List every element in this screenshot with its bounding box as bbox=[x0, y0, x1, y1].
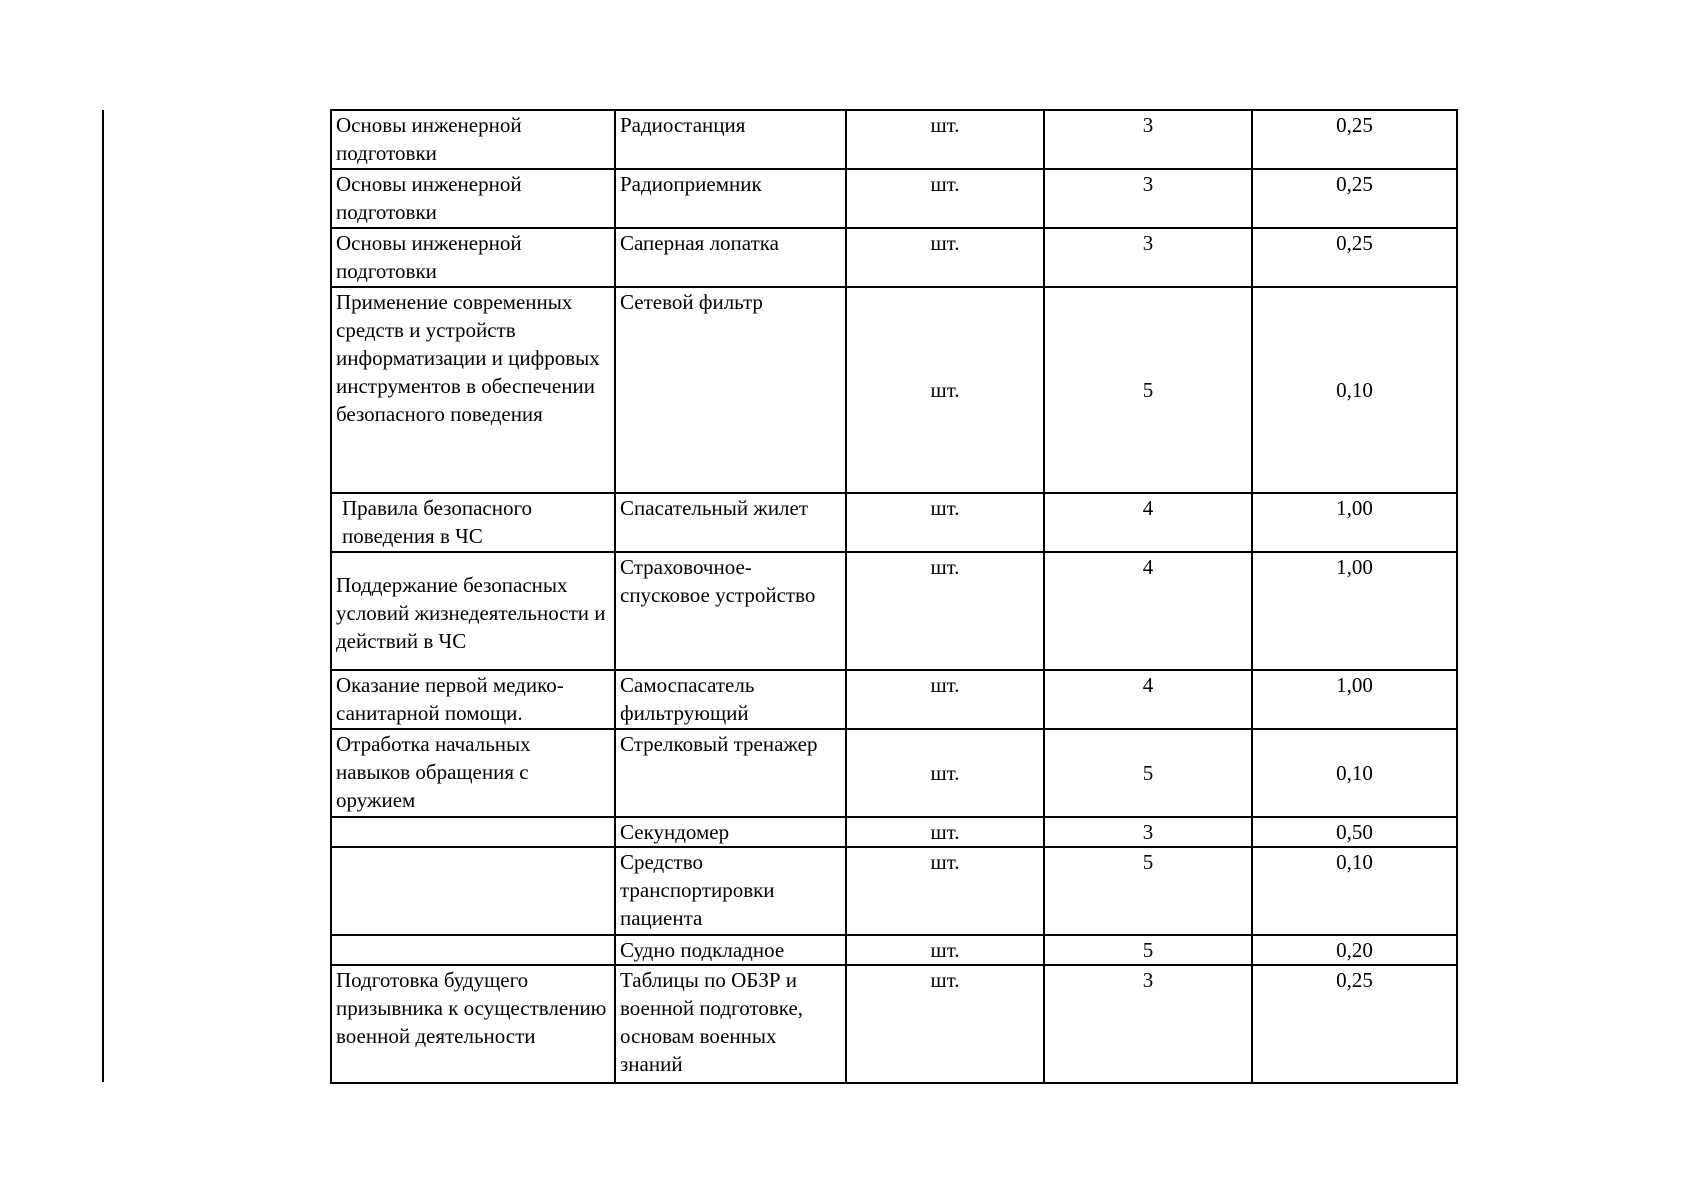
equipment-table bbox=[330, 109, 1458, 1084]
quantity-cell: 4 bbox=[1044, 670, 1252, 729]
topic-cell: Отработка начальных навыков обращения с оружием bbox=[331, 729, 615, 817]
quantity-cell: 3 bbox=[1044, 817, 1252, 847]
unit-cell: шт. bbox=[846, 110, 1044, 169]
topic-cell: Основы инженерной подготовки bbox=[331, 169, 615, 228]
item-cell: Страховочное-спусковое устройство bbox=[615, 552, 846, 670]
topic-cell bbox=[331, 935, 615, 965]
unit-cell: шт. bbox=[846, 817, 1044, 847]
topic-cell bbox=[331, 847, 615, 935]
coefficient-cell: 0,10 bbox=[1252, 847, 1457, 935]
table-row bbox=[331, 228, 1457, 287]
unit-cell: шт. bbox=[846, 965, 1044, 1083]
coefficient-cell: 0,25 bbox=[1252, 169, 1457, 228]
topic-cell: Применение современных средств и устройств информатизации и цифровых инструментов в обеспечении безопасного поведения bbox=[331, 287, 615, 493]
item-cell: Секундомер bbox=[615, 817, 846, 847]
unit-cell: шт. bbox=[846, 287, 1044, 493]
topic-cell: Поддержание безопасных условий жизнедеятельности и действий в ЧС bbox=[331, 552, 615, 670]
coefficient-cell: 0,25 bbox=[1252, 965, 1457, 1083]
table-row bbox=[331, 552, 1457, 670]
quantity-cell: 5 bbox=[1044, 287, 1252, 493]
unit-cell: шт. bbox=[846, 670, 1044, 729]
coefficient-cell: 0,25 bbox=[1252, 110, 1457, 169]
item-cell: Радиоприемник bbox=[615, 169, 846, 228]
table-row bbox=[331, 847, 1457, 935]
unit-cell: шт. bbox=[846, 493, 1044, 552]
coefficient-cell: 0,10 bbox=[1252, 287, 1457, 493]
table-row bbox=[331, 965, 1457, 1083]
item-cell: Судно подкладное bbox=[615, 935, 846, 965]
coefficient-cell: 0,25 bbox=[1252, 228, 1457, 287]
quantity-cell: 5 bbox=[1044, 729, 1252, 817]
quantity-cell: 5 bbox=[1044, 847, 1252, 935]
quantity-cell: 4 bbox=[1044, 552, 1252, 670]
item-cell: Радиостанция bbox=[615, 110, 846, 169]
table-row bbox=[331, 110, 1457, 169]
unit-cell: шт. bbox=[846, 847, 1044, 935]
quantity-cell: 4 bbox=[1044, 493, 1252, 552]
margin-line bbox=[102, 110, 104, 1082]
coefficient-cell: 0,20 bbox=[1252, 935, 1457, 965]
quantity-cell: 3 bbox=[1044, 228, 1252, 287]
topic-cell: Подготовка будущего призывника к осуществлению военной деятельности bbox=[331, 965, 615, 1083]
quantity-cell: 3 bbox=[1044, 965, 1252, 1083]
topic-cell bbox=[331, 817, 615, 847]
unit-cell: шт. bbox=[846, 552, 1044, 670]
coefficient-cell: 1,00 bbox=[1252, 670, 1457, 729]
topic-cell: Основы инженерной подготовки bbox=[331, 228, 615, 287]
item-cell: Спасательный жилет bbox=[615, 493, 846, 552]
item-cell: Таблицы по ОБЗР и военной подготовке, основам военных знаний bbox=[615, 965, 846, 1083]
table-row bbox=[331, 935, 1457, 965]
quantity-cell: 3 bbox=[1044, 169, 1252, 228]
unit-cell: шт. bbox=[846, 169, 1044, 228]
table-row bbox=[331, 817, 1457, 847]
unit-cell: шт. bbox=[846, 228, 1044, 287]
table-row bbox=[331, 493, 1457, 552]
table-row bbox=[331, 670, 1457, 729]
topic-cell: Основы инженерной подготовки bbox=[331, 110, 615, 169]
table-row bbox=[331, 287, 1457, 493]
table-row bbox=[331, 169, 1457, 228]
coefficient-cell: 0,50 bbox=[1252, 817, 1457, 847]
quantity-cell: 3 bbox=[1044, 110, 1252, 169]
coefficient-cell: 1,00 bbox=[1252, 552, 1457, 670]
item-cell: Самоспасатель фильтрующий bbox=[615, 670, 846, 729]
unit-cell: шт. bbox=[846, 729, 1044, 817]
item-cell: Саперная лопатка bbox=[615, 228, 846, 287]
coefficient-cell: 0,10 bbox=[1252, 729, 1457, 817]
quantity-cell: 5 bbox=[1044, 935, 1252, 965]
topic-cell: Оказание первой медико-санитарной помощи. bbox=[331, 670, 615, 729]
coefficient-cell: 1,00 bbox=[1252, 493, 1457, 552]
table-row bbox=[331, 729, 1457, 817]
topic-cell: Правила безопасного поведения в ЧС bbox=[331, 493, 615, 552]
unit-cell: шт. bbox=[846, 935, 1044, 965]
item-cell: Стрелковый тренажер bbox=[615, 729, 846, 817]
item-cell: Сетевой фильтр bbox=[615, 287, 846, 493]
item-cell: Средство транспортировки пациента bbox=[615, 847, 846, 935]
